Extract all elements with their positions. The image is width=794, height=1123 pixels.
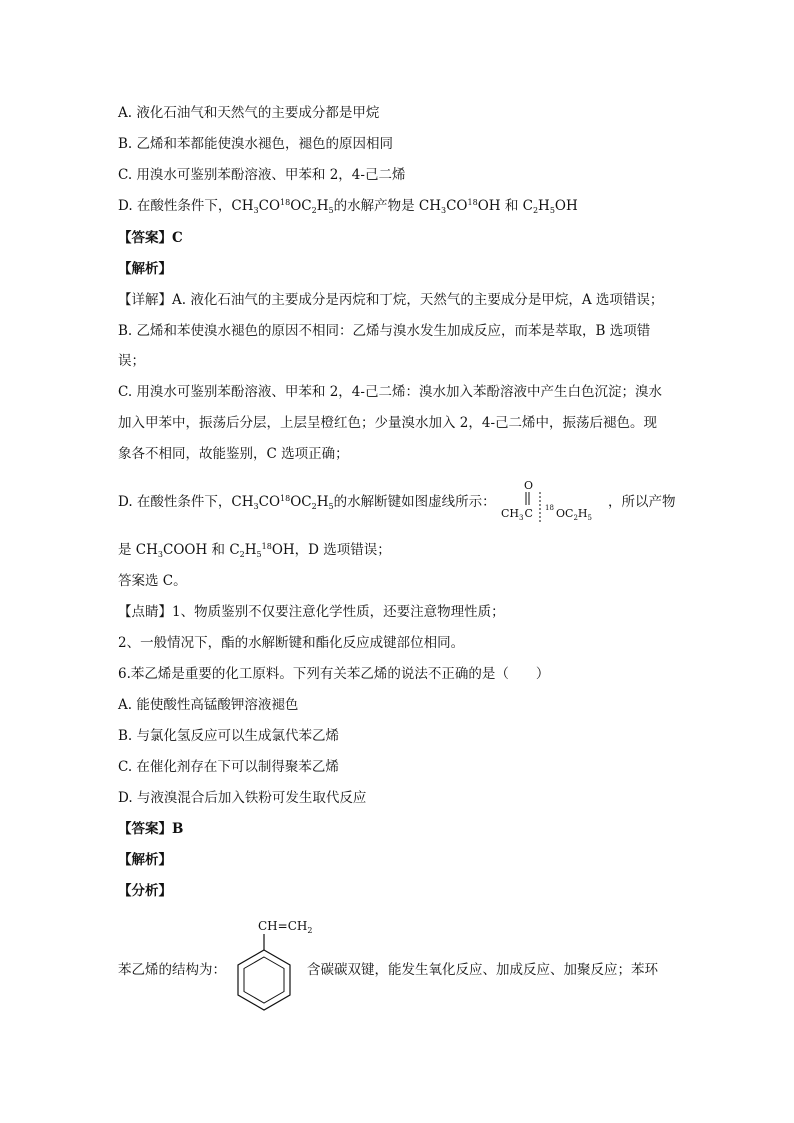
q5-detail-line-tail: ，所以产物	[608, 494, 676, 510]
q5-option-b: B. 乙烯和苯都能使溴水褪色，褪色的原因相同	[118, 136, 394, 152]
q5-detail-line: 【详解】A. 液化石油气的主要成分是丙烷和丁烷，天然气的主要成分是甲烷，A 选项错误；	[118, 292, 664, 308]
q6-structure-intro: 苯乙烯的结构为：	[118, 962, 226, 978]
q6-structure-description: 含碳碳双键，能发生氧化反应、加成反应、加聚反应；苯环	[307, 962, 658, 978]
q6-option-a: A. 能使酸性高锰酸钾溶液褪色	[118, 697, 299, 713]
q5-detail-line: D. 在酸性条件下，$CH_3CO^{18}OC_2H_5$的水解断键如图虚线所示：	[118, 494, 496, 511]
q6-option-c: C. 在催化剂存在下可以制得聚苯乙烯	[118, 759, 339, 775]
q5-option-c: C. 用溴水可鉴别苯酚溶液、甲苯和 2，4-己二烯	[118, 167, 406, 183]
q5-detail-line: 加入甲苯中，振荡后分层，上层呈橙红色；少量溴水加入 2，4-己二烯中，振荡后褪色。现	[118, 415, 658, 431]
svg-text:OC2H5: $OC_2H_5$	[556, 507, 592, 522]
q5-option-d: D. 在酸性条件下，$CH_3CO^{18}OC_2H_5$的水解产物是 $CH_3CO^{18}OH$ 和 $C_2H_5OH$	[118, 198, 578, 215]
ester-carbonyl-o: O	[524, 479, 534, 492]
benzene-ring	[238, 950, 290, 1010]
q6-analysis-heading: 【解析】	[118, 852, 172, 868]
q6-answer: 【答案】B	[118, 821, 184, 837]
benzene-inner-ring	[244, 957, 284, 1003]
q5-final-answer: 答案选 C。	[118, 573, 187, 589]
isotope-label: 18	[545, 504, 554, 512]
q5-point-1: 【点睛】1、物质鉴别不仅要注意化学性质，还要注意物理性质；	[118, 604, 505, 620]
q5-analysis-heading: 【解析】	[118, 261, 172, 277]
q5-detail-line: B. 乙烯和苯使溴水褪色的原因不相同：乙烯与溴水发生加成反应，而苯是萃取，B 选项错	[118, 323, 651, 339]
q5-detail-line: 误；	[118, 353, 145, 369]
q5-detail-line: C. 用溴水可鉴别苯酚溶液、甲苯和 2，4-己二烯：溴水加入苯酚溶液中产生白色沉淀；溴水	[118, 384, 662, 400]
q6-option-d: D. 与液溴混合后加入铁粉可发生取代反应	[118, 790, 367, 806]
q6-question: 6.苯乙烯是重要的化工原料。下列有关苯乙烯的说法不正确的是（ ）	[118, 666, 550, 682]
styrene-structure	[228, 912, 313, 1012]
svg-text:CH3C: $CH_3C$	[501, 507, 533, 522]
svg-text:CH=CH2: $CH=CH_2$	[258, 919, 313, 935]
q5-answer: 【答案】C	[118, 230, 183, 246]
q5-option-a: A. 液化石油气和天然气的主要成分都是甲烷	[118, 105, 380, 121]
q5-point-2: 2、一般情况下，酯的水解断键和酯化反应成键部位相同。	[118, 635, 465, 651]
q5-detail-line: 象各不相同，故能鉴别，C 选项正确；	[118, 446, 349, 462]
q5-detail-line: 是 $CH_3COOH$ 和 $C_2H_5^{18}OH$，D 选项错误；	[118, 542, 391, 559]
q6-analysis-subheading: 【分析】	[118, 883, 172, 899]
q6-option-b: B. 与氯化氢反应可以生成氯代苯乙烯	[118, 728, 340, 744]
